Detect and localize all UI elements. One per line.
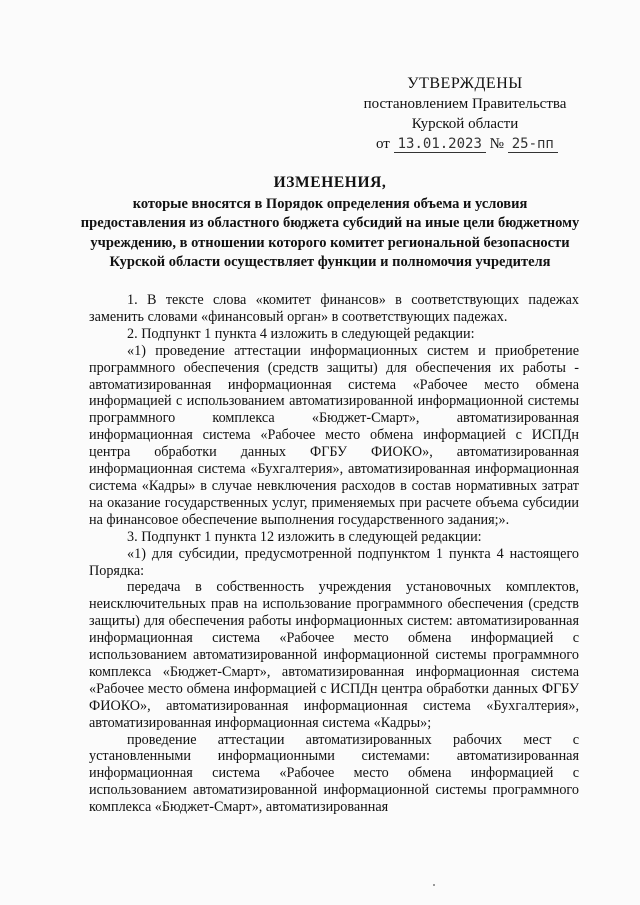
document-title	[80, 173, 580, 273]
scan-speck	[433, 884, 435, 886]
approval-line-2: Курской области	[411, 116, 519, 132]
approval-date-line	[340, 134, 600, 154]
number-prefix: №	[489, 136, 504, 152]
paragraph: «1) проведение аттестации информационных систем и приобретение программного обеспечения (средств защиты) для обеспечения их работы - автоматизированная информационная система «Рабочее место обмена информацией с использованием автоматизированной информационной системы программного комплекса «Бюджет-Смарт», автоматизированная информационная система «Рабочее место обмена информацией с ИСПДн центра обработки данных ФГБУ ФИОКО», автоматизированная информационная система «Бухгалтерия», автоматизированная информационная система «Кадры» в случае невключения расходов в состав нормативных затрат на оказание государственных услуг, применяемых при расчете объема субсидии на финансовое обеспечение выполнения государственного задания;».	[89, 342, 579, 528]
title-subtitle: которые вносятся в Порядок определения объема и условия предоставления из областного бюджета субсидий на иные цели бюджетному учреждению, в отношении которого комитет региональной безопасности Курской области осуществляет функции и полномочия учредителя	[80, 195, 580, 270]
approval-stamp	[330, 74, 600, 154]
paragraph: проведение аттестации автоматизированных рабочих мест с установленными информационными системами: автоматизированная информационная система «Рабочее место обмена информацией с использованием автоматизированной информационной системы программного комплекса «Бюджет-Смарт», автоматизированная	[89, 731, 579, 816]
paragraph: передача в собственность учреждения установочных комплектов, неисключительных прав на использование программного обеспечения (средств защиты) для обеспечения работы информационных систем: автоматизированная информационная система «Рабочее место обмена информацией с использованием автоматизированной информационной системы программного комплекса «Бюджет-Смарт», автоматизированная информационная система «Рабочее место обмена информацией с ИСПДн центра обработки данных ФГБУ ФИОКО», автоматизированная информационная система «Бухгалтерия», автоматизированная информационная система «Кадры»;	[89, 579, 579, 731]
date-value: 13.01.2023	[394, 136, 486, 153]
paragraph: 1. В тексте слова «комитет финансов» в соответствующих падежах заменить словами «финансовый орган» в соответствующих падежах.	[89, 292, 579, 325]
paragraph: «1) для субсидии, предусмотренной подпунктом 1 пункта 4 настоящего Порядка:	[89, 545, 579, 579]
document-body	[89, 292, 579, 816]
paragraph: 3. Подпункт 1 пункта 12 изложить в следующей редакции:	[127, 528, 482, 545]
title-main: ИЗМЕНЕНИЯ,	[273, 174, 387, 191]
number-value: 25-пп	[508, 136, 558, 153]
approval-line-1: постановлением Правительства	[363, 96, 567, 112]
date-prefix: от	[376, 136, 390, 152]
approval-heading: УТВЕРЖДЕНЫ	[407, 75, 523, 92]
paragraph: 2. Подпункт 1 пункта 4 изложить в следующей редакции:	[127, 325, 475, 342]
